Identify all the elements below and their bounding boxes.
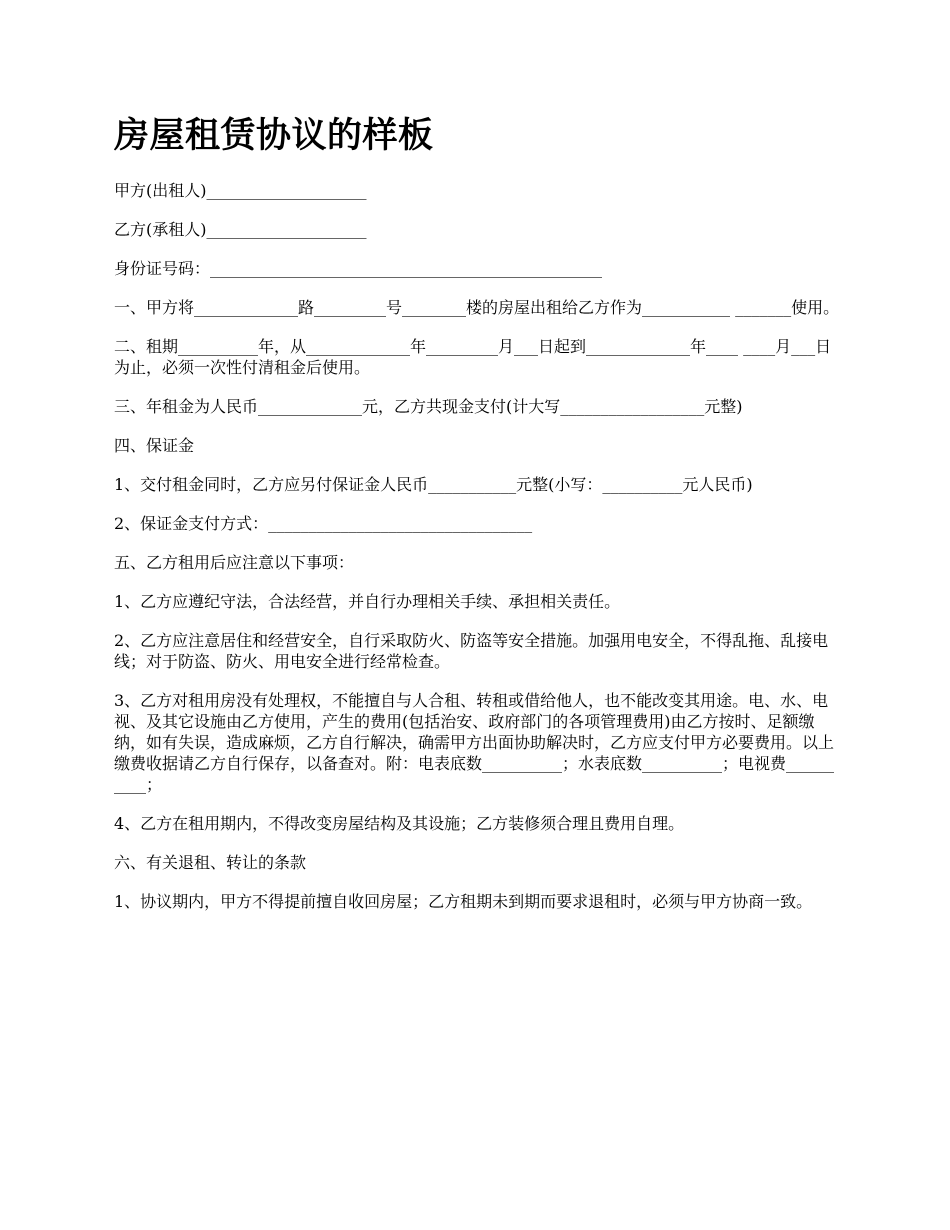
clause-4-item-2: 2、保证金支付方式：_________________________________ [114,514,533,533]
clause-1-premises: 一、甲方将_____________路_________号________楼的房屋出租给乙方作为___________ _______使用。 [114,298,840,317]
party-a-line: 甲方(出租人)____________________ [114,181,367,200]
clause-6-heading: 六、有关退租、转让的条款 [114,853,307,872]
party-b-line: 乙方(承租人)____________________ [114,220,367,239]
clause-5-item-4: 4、乙方在租用期内，不得改变房屋结构及其设施；乙方装修须合理且费用自理。 [114,814,685,833]
clause-5-heading: 五、乙方租用后应注意以下事项： [114,553,355,572]
clause-5-item-3: 3、乙方对租用房没有处理权，不能擅自与人合租、转租或借给他人，也不能改变其用途。电、水、电视、及其它设施由乙方使用，产生的费用(包括治安、政府部门的各项管理费用)由乙方按时、足额缴纳，如有失误，造成麻烦，乙方自行解决，确需甲方出面协助解决时，乙方应支付甲方必要费用。以上缴费收据请乙方自行保存，以备查对。附：电表底数__________；水表底数__________；电视费__________； [114,691,835,794]
clause-4-item-1: 1、交付租金同时，乙方应另付保证金人民币___________元整(小写：__________元人民币) [114,475,753,494]
document-title: 房屋租赁协议的样板 [114,115,434,156]
clause-3-rent: 三、年租金为人民币_____________元，乙方共现金支付(计大写__________________元整) [114,397,743,416]
clause-4-heading: 四、保证金 [114,436,195,455]
clause-6-item-1: 1、协议期内，甲方不得提前擅自收回房屋；乙方租期未到期而要求退租时，必须与甲方协商一致。 [114,892,813,911]
document-body [114,180,840,912]
id-number-line: 身份证号码：_________________________________________________ [114,259,603,278]
document-page [114,112,840,930]
clause-2-term: 二、租期__________年，从_____________年_________月___日起到_____________年____ ____月___日为止，必须一次性付清租金后使用。 [114,337,832,377]
clause-5-item-2: 2、乙方应注意居住和经营安全，自行采取防火、防盗等安全措施。加强用电安全，不得乱拖、乱接电线；对于防盗、防火、用电安全进行经常检查。 [114,631,829,671]
clause-5-item-1: 1、乙方应遵纪守法，合法经营，并自行办理相关手续、承担相关责任。 [114,592,621,611]
